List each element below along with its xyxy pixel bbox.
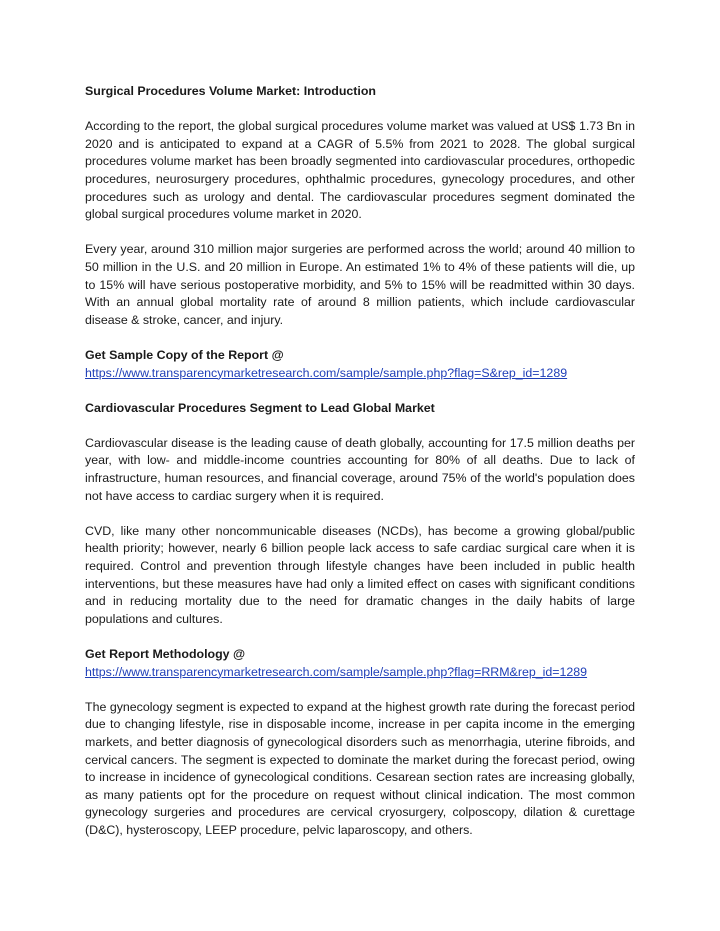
document-page bbox=[85, 83, 635, 840]
spacer bbox=[85, 417, 635, 435]
intro-heading: Surgical Procedures Volume Market: Introduction bbox=[85, 84, 377, 98]
methodology-link[interactable]: https://www.transparencymarketresearch.com/sample/sample.php?flag=RRM&rep_id=1289 bbox=[85, 664, 588, 679]
cardio-paragraph: Cardiovascular disease is the leading cause of death globally, accounting for 17.5 million deaths per year, with low- and middle-income countries accounting for 80% of all deaths. Due to lack of infrastructure, human resources, and financial coverage, around 75% of the world's population does not have access to cardiac surgery when it is required. bbox=[85, 435, 635, 503]
spacer bbox=[85, 681, 635, 699]
spacer bbox=[85, 505, 635, 523]
spacer bbox=[85, 224, 635, 242]
cvd-paragraph: CVD, like many other noncommunicable diseases (NCDs), has become a growing global/public health priority; however, nearly 6 billion people lack access to safe cardiac surgical care when it is required. Control and prevention through lifestyle changes have been included in public health interventions, but these measures have had only a limited effect on cases with significant conditions and in reducing mortality due to the need for dramatic changes in the daily habits of large populations and cultures. bbox=[85, 523, 635, 626]
spacer bbox=[85, 628, 635, 646]
intro-paragraph: According to the report, the global surgical procedures volume market was valued at US$ 1.73 Bn in 2020 and is anticipated to expand at a CAGR of 5.5% from 2021 to 2028. The global surgical procedures volume market has been broadly segmented into cardiovascular procedures, orthopedic procedures, neurosurgery procedures, ophthalmic procedures, gynecology procedures, and other procedures such as urology and dental. The cardiovascular procedures segment dominated the global surgical procedures volume market in 2020. bbox=[85, 119, 635, 222]
sample-copy-heading: Get Sample Copy of the Report @ bbox=[85, 347, 284, 362]
surgeries-paragraph: Every year, around 310 million major surgeries are performed across the world; around 40 million to 50 million in the U.S. and 20 million in Europe. An estimated 1% to 4% of these patients will die, up to 15% will have serious postoperative morbidity, and 5% to 15% will be readmitted within 30 days. With an annual global mortality rate of around 8 million patients, which include cardiovascular disease & stroke, cancer, and injury. bbox=[85, 242, 635, 327]
spacer bbox=[85, 101, 635, 119]
gynecology-paragraph: The gynecology segment is expected to expand at the highest growth rate during the forecast period due to changing lifestyle, rise in disposable income, increase in per capita income in the emerging markets, and better diagnosis of gynecological disorders such as menorrhagia, uterine fibroids, and cervical cancers. The segment is expected to dominate the market during the forecast period, owing to increase in incidence of gynecological conditions. Cesarean section rates are increasing globally, as many patients opt for the procedure on request without clinical indication. The most common gynecology surgeries and procedures are cervical cryosurgery, colposcopy, dilation & curettage (D&C), hysteroscopy, LEEP procedure, pelvic laparoscopy, and others. bbox=[85, 699, 635, 837]
spacer bbox=[85, 382, 635, 400]
spacer bbox=[85, 329, 635, 347]
methodology-heading: Get Report Methodology @ bbox=[85, 647, 246, 661]
cardio-heading: Cardiovascular Procedures Segment to Lead Global Market bbox=[85, 400, 435, 415]
sample-copy-link[interactable]: https://www.transparencymarketresearch.com/sample/sample.php?flag=S&rep_id=1289 bbox=[85, 365, 568, 380]
